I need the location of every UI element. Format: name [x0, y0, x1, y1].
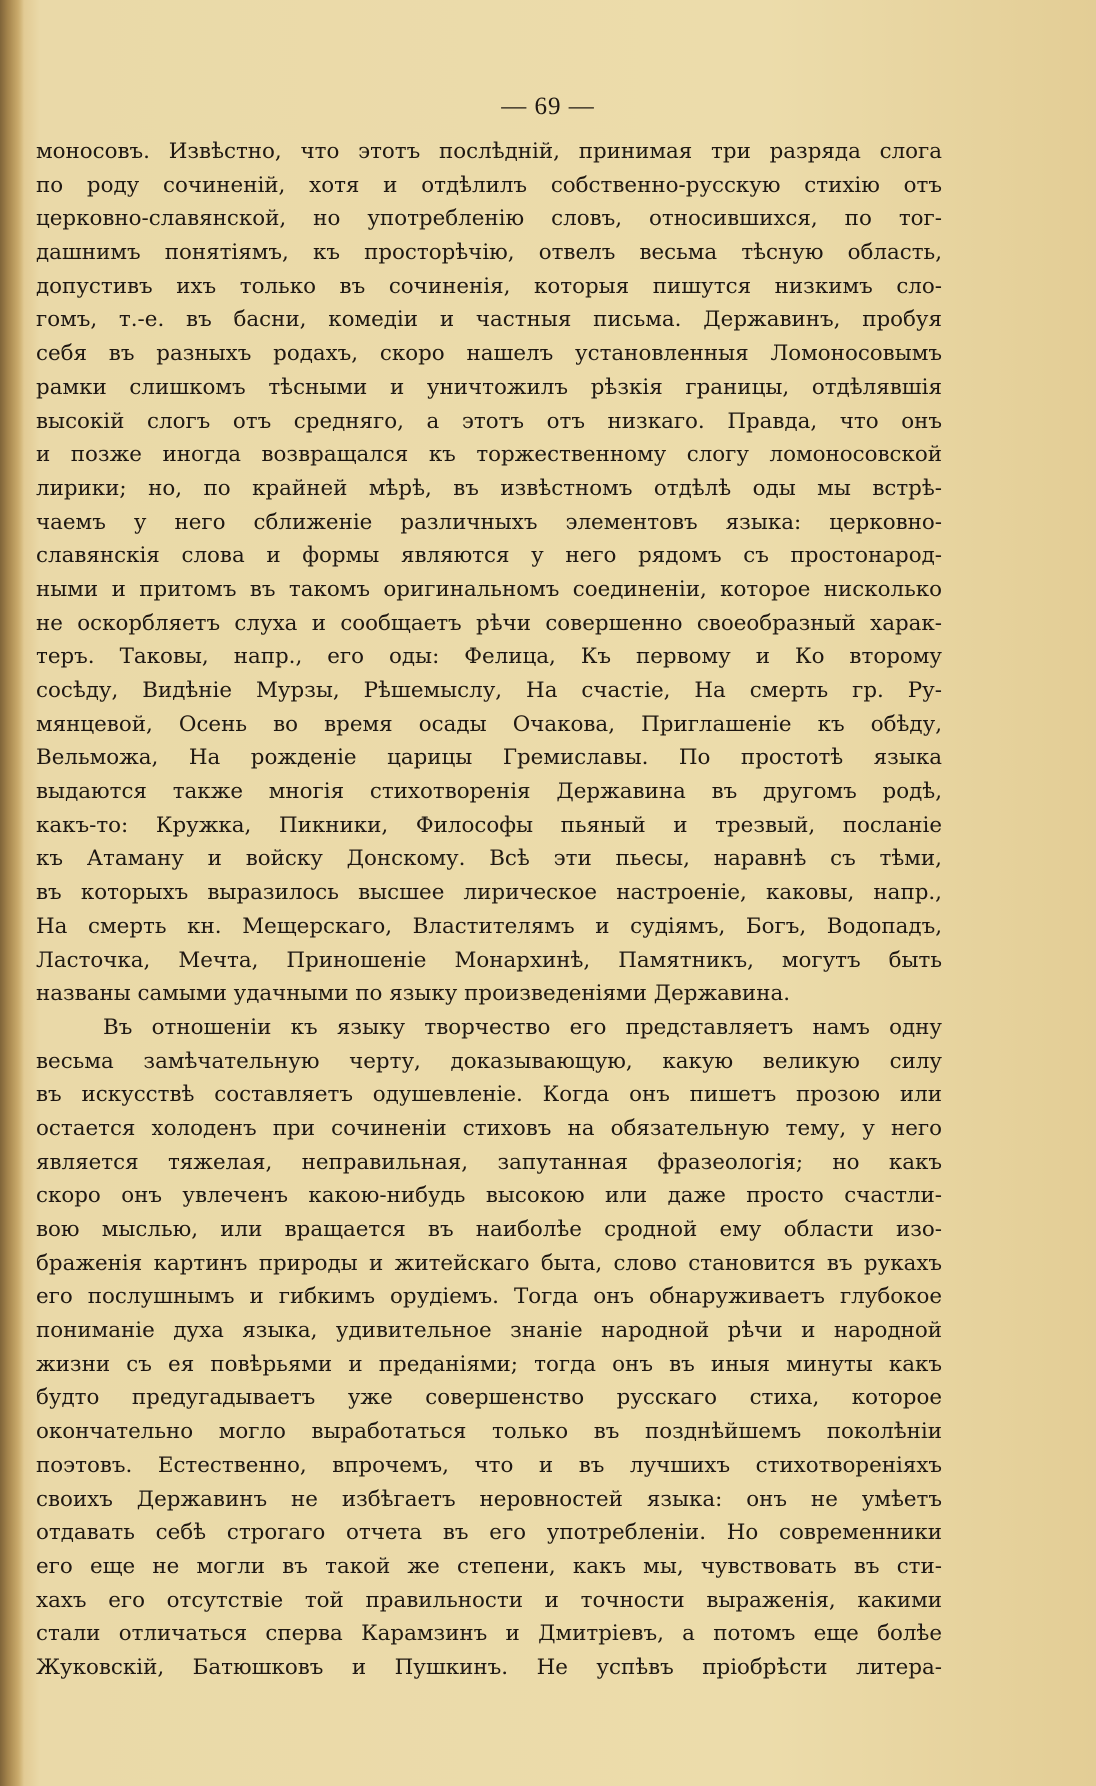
- paragraph-2: [36, 1011, 942, 1685]
- page-number: — 69 —: [501, 93, 595, 120]
- text-line: пониманіе духа языка, удивительное знаніе народной рѣчи и народной: [36, 1318, 942, 1344]
- text-line: въ искусствѣ составляетъ одушевленіе. Когда онъ пишетъ прозою или: [36, 1082, 942, 1108]
- text-line: браженія картинъ природы и житейскаго быта, слово становится въ рукахъ: [36, 1250, 942, 1276]
- text-line: вою мыслью, или вращается въ наиболѣе сродной ему области изо-: [36, 1217, 942, 1242]
- text-line: Вельможа, На рожденіе царицы Гремиславы. По простотѣ языка: [36, 745, 942, 771]
- text-line: его послушнымъ и гибкимъ орудіемъ. Тогда онъ обнаруживаетъ глубокое: [36, 1284, 942, 1310]
- text-line: высокій слогъ отъ средняго, а этотъ отъ низкаго. Правда, что онъ: [36, 408, 942, 434]
- text-line: теръ. Таковы, напр., его оды: Фелица, Къ первому и Ко второму: [36, 644, 942, 670]
- text-line: и позже иногда возвращался къ торжественному слогу ломоносовской: [36, 442, 942, 468]
- text-line: названы самыми удачными по языку произведеніями Державина.: [36, 981, 790, 1007]
- text-line: не оскорбляетъ слуха и сообщаетъ рѣчи совершенно своеобразный харак-: [36, 610, 942, 636]
- text-line: славянскія слова и формы являются у него рядомъ съ простонарод-: [36, 543, 942, 569]
- text-line: его еще не могли въ такой же степени, какъ мы, чувствовать въ сти-: [36, 1553, 942, 1579]
- text-line: будто предугадываетъ уже совершенство русскаго стиха, которое: [36, 1385, 942, 1411]
- text-line: остается холоденъ при сочиненіи стиховъ на обязательную тему, у него: [36, 1115, 942, 1141]
- text-line: поэтовъ. Естественно, впрочемъ, что и въ лучшихъ стихотвореніяхъ: [36, 1452, 942, 1478]
- text-line: стали отличаться сперва Карамзинъ и Дмитріевъ, а потомъ еще болѣе: [36, 1621, 942, 1647]
- text-line: хахъ его отсутствіе той правильности и точности выраженія, какими: [36, 1587, 942, 1613]
- text-line: моносовъ. Извѣстно, что этотъ послѣдній, принимая три разряда слога: [36, 139, 942, 164]
- text-line: дашнимъ понятіямъ, къ просторѣчію, отвелъ весьма тѣсную область,: [36, 240, 942, 266]
- text-line: окончательно могло выработаться только въ позднѣйшемъ поколѣніи: [36, 1419, 942, 1445]
- text-line: жизни съ ея повѣрьями и преданіями; тогда онъ въ иныя минуты какъ: [36, 1351, 942, 1377]
- text-line: На смерть кн. Мещерскаго, Властителямъ и судіямъ, Богъ, Водопадъ,: [36, 913, 942, 939]
- body-text: [36, 135, 942, 1685]
- text-line: себя въ разныхъ родахъ, скоро нашелъ установленныя Ломоносовымъ: [36, 341, 942, 367]
- text-line: выдаются также многія стихотворенія Державина въ другомъ родѣ,: [36, 779, 942, 805]
- text-line: допустивъ ихъ только въ сочиненія, которыя пишутся низкимъ сло-: [36, 273, 942, 299]
- text-line: мянцевой, Осень во время осады Очакова, Приглашеніе къ обѣду,: [36, 711, 942, 737]
- text-line: сосѣду, Видѣніе Мурзы, Рѣшемыслу, На счастіе, На смерть гр. Ру-: [36, 678, 942, 703]
- text-line: своихъ Державинъ не избѣгаетъ неровностей языка: онъ не умѣетъ: [36, 1486, 942, 1512]
- page-binding-edge: [0, 0, 24, 1786]
- paragraph-1: [36, 135, 942, 1011]
- text-line: по роду сочиненій, хотя и отдѣлилъ собственно-русскую стихію отъ: [36, 172, 942, 198]
- text-line: къ Атаману и войску Донскому. Всѣ эти пьесы, наравнѣ съ тѣми,: [36, 846, 942, 872]
- text-line: въ которыхъ выразилось высшее лирическое настроеніе, каковы, напр.,: [36, 880, 942, 906]
- text-line: Въ отношеніи къ языку творчество его представляетъ намъ одну: [103, 1014, 942, 1040]
- text-line: скоро онъ увлеченъ какою-нибудь высокою или даже просто счастли-: [36, 1183, 942, 1209]
- text-line: церковно-славянской, но употребленію словъ, относившихся, по тог-: [36, 206, 942, 232]
- text-line: отдавать себѣ строгаго отчета въ его употребленіи. Но современники: [36, 1520, 942, 1546]
- text-line: Жуковскій, Батюшковъ и Пушкинъ. Не успѣвъ пріобрѣсти литера-: [36, 1654, 942, 1680]
- text-line: рамки слишкомъ тѣсными и уничтожилъ рѣзкія границы, отдѣлявшія: [36, 374, 942, 400]
- text-line: какъ-то: Кружка, Пикники, Философы пьяный и трезвый, посланіе: [36, 812, 942, 838]
- text-line: чаемъ у него сближеніе различныхъ элементовъ языка: церковно-: [36, 509, 942, 535]
- text-line: ными и притомъ въ такомъ оригинальномъ соединеніи, которое нисколько: [36, 576, 942, 602]
- text-line: Ласточка, Мечта, Приношеніе Монархинѣ, Памятникъ, могутъ быть: [36, 947, 942, 973]
- text-line: гомъ, т.-е. въ басни, комедіи и частныя письма. Державинъ, пробуя: [36, 307, 942, 333]
- text-line: лирики; но, по крайней мѣрѣ, въ извѣстномъ отдѣлѣ оды мы встрѣ-: [36, 475, 942, 501]
- text-line: весьма замѣчательную черту, доказывающую, какую великую силу: [36, 1048, 942, 1074]
- text-line: является тяжелая, неправильная, запутанная фразеологія; но какъ: [36, 1149, 942, 1175]
